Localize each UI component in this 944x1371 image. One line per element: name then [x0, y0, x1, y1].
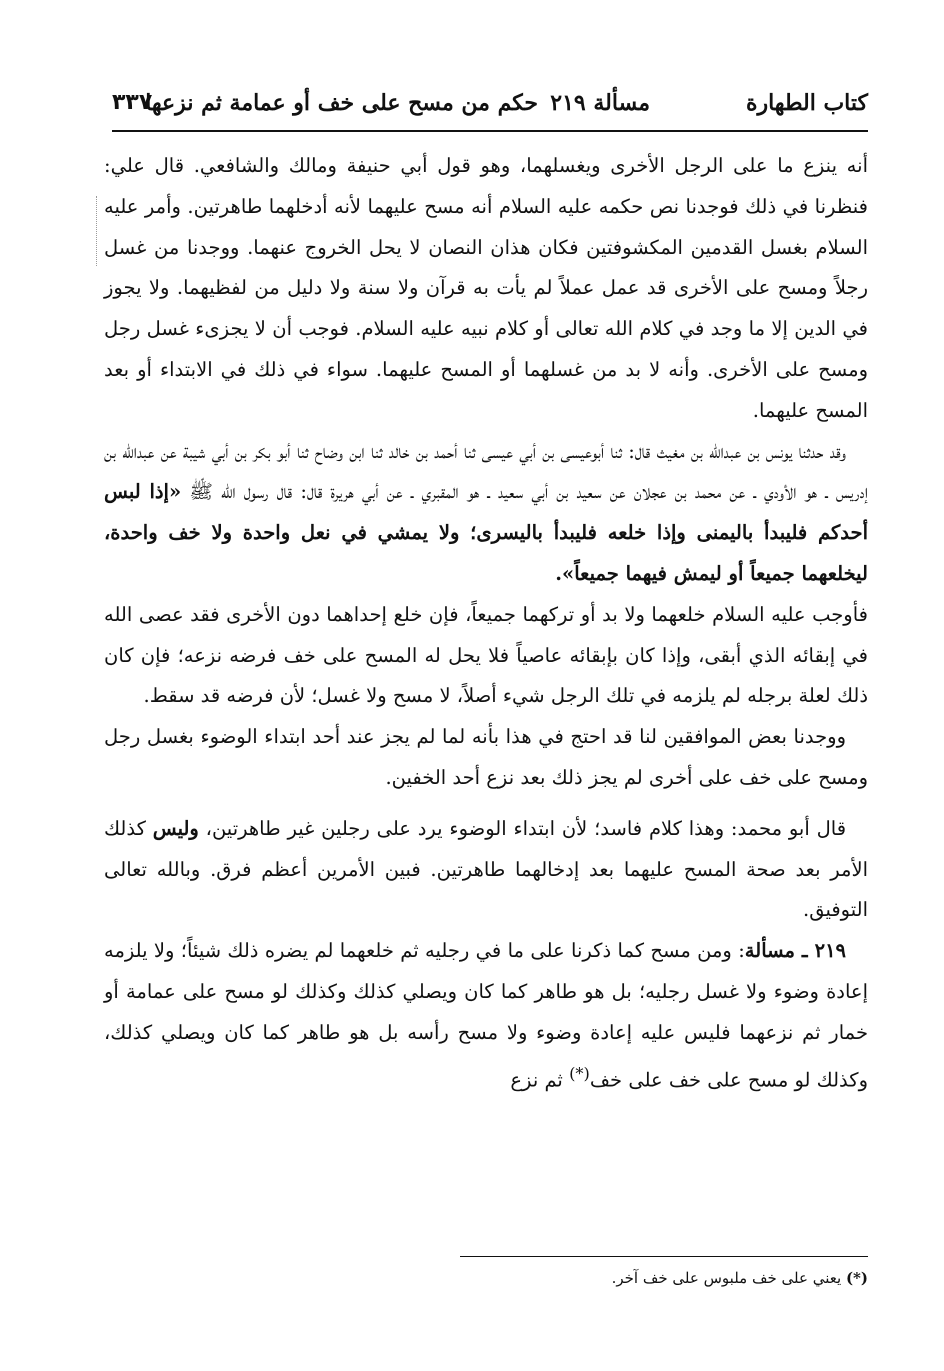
header-issue-title: حكم من مسح على خف أو عمامة ثم نزعها	[145, 90, 538, 116]
page-number: ٣٣٧	[112, 90, 153, 115]
issue-label: ٢١٩ ـ مسألة	[744, 939, 847, 963]
issue-text-end: ثم نزع	[510, 1068, 563, 1092]
paragraph-4: ووجدنا بعض الموافقين لنا قد احتج في هذا بأنه لما لم يجز عند أحد ابتداء الوضوء بغسل رجل ومسح على خف على أخرى لم يجز ذلك بعد نزع أحد الخفين.	[104, 725, 868, 789]
header-issue-number: مسألة ٢١٩	[550, 90, 650, 116]
paragraph-1: أنه ينزع ما على الرجل الأخرى ويغسلهما، وهو قول أبي حنيفة ومالك والشافعي. قال علي: فنظرنا في ذلك فوجدنا نص حكمه عليه السلام أنه مسح عليهما لأنه أدخلهما طاهرتين. وأمر عليه السلام بغسل القدمين المكشوفتين فكان هذان النصان لا يحل الخروج عنهما. ووجدنا من غسل رجلاً ومسح على الأخرى قد عمل عملاً لم يأت به قرآن ولا سنة ولا دليل من لفظيهما. ولا يجوز في الدين إلا ما وجد في كلام الله تعالى أو كلام نبيه عليه السلام. فوجب أن لا يجزىء غسل رجل ومسح على الأخرى. وأنه لا بد من غسلهما أو المسح عليهما. سواء في ذلك في الابتداء أو بعد المسح عليهما.	[104, 154, 868, 422]
paragraph-5-text: قال أبو محمد: وهذا كلام فاسد؛ لأن ابتداء الوضوء يرد على رجلين غير طاهرتين،	[205, 816, 847, 840]
paragraph-2	[104, 432, 868, 595]
header-rule	[112, 130, 868, 132]
issue-text: : ومن مسح كما ذكرنا على ما في رجليه ثم خلعهما لم يضره ذلك شيئاً؛ ولا يلزمه إعادة وضوء ولا غسل رجليه؛ بل هو طاهر كما كان ويصلي كذلك وكذلك لو مسح على عمامة أو خمار ثم نزعهما فليس عليه إعادة وضوء ولا مسح رأسه بل هو طاهر كما كان ويصلي كذلك، وكذلك لو مسح على خف على خف	[104, 939, 868, 1092]
footnote-marker: (*)	[845, 1269, 868, 1287]
issue-paragraph	[104, 931, 868, 1101]
running-header	[112, 86, 868, 126]
header-book-title: كتاب الطهارة	[745, 90, 868, 116]
hadith-text: «إذا لبس أحدكم فليبدأ باليمنى وإذا خلعه فليبدأ باليسرى؛ ولا يمشي في نعل واحدة ولا خف واحدة، ليخلعهما جميعاً أو ليمش فيهما جميعاً».	[104, 480, 868, 585]
paragraph-5	[104, 809, 868, 931]
main-text	[104, 146, 868, 1101]
footnote	[460, 1266, 868, 1290]
paragraph-6-text: كذلك الأمر بعد صحة المسح عليهما بعد إدخالهما طاهرتين. فبين الأمرين أعظم فرق. وبالله تعالى التوفيق.	[104, 816, 868, 922]
margin-marks	[96, 196, 101, 266]
paragraph-2-text: وقد حدثنا يونس بن عبدالله بن مغيث قال: ثنا أبوعيسى بن أبي عيسى ثنا أحمد بن خالد ثنا ابن وضاح ثنا أبو بكر بن أبي شيبة عن عبدالله بن إدريس ـ هو الأودي ـ عن محمد بن عجلان عن سعيد بن أبي سعيد ـ هو المقبري ـ عن أبي هريرة قال: قال رسول الله ﷺ	[104, 439, 868, 504]
footnote-rule	[460, 1256, 868, 1257]
footnote-ref: (*)	[569, 1063, 590, 1083]
footnote-text: يعني على خف ملبوس على خف آخر.	[611, 1269, 842, 1287]
paragraph-3: فأوجب عليه السلام خلعهما ولا بد أو تركهما جميعاً، فإن خلع إحداهما دون الأخرى فقد عصى الله في إبقائه الذي أبقى، وإذا كان بإبقائه عاصياً فلا يحل له المسح على خف فرضه نزعه؛ فإن كان ذلك لعلة برجله لم يلزمه في تلك الرجل شيء أصلاً، لا مسح ولا غسل؛ لأن فرضه قد سقط.	[104, 602, 868, 708]
bold-laysa: وليس	[152, 816, 199, 840]
